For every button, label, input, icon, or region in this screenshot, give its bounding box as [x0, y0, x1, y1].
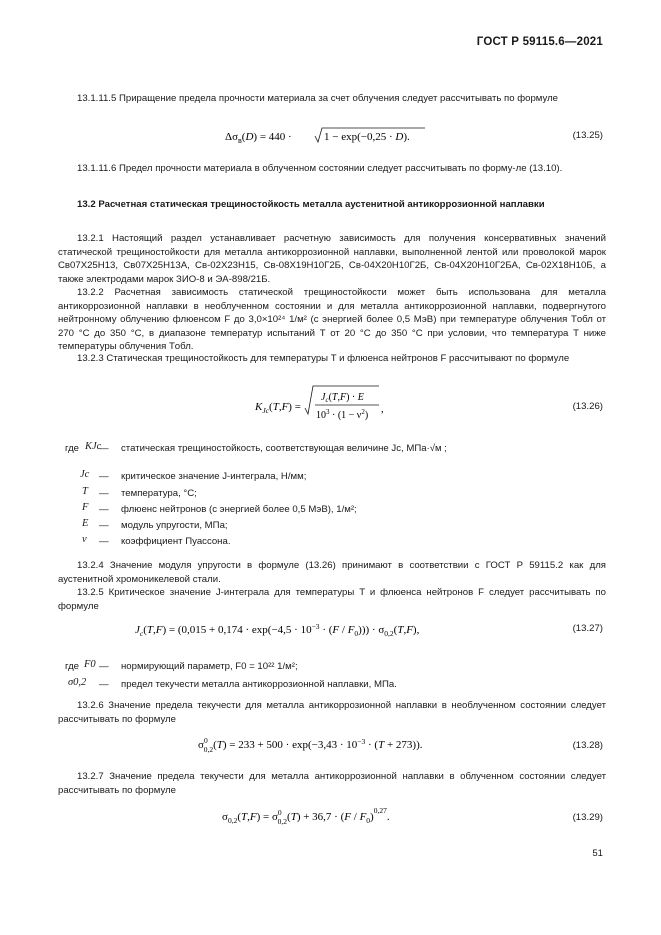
- formula-13-27: [135, 618, 475, 642]
- formula-13-25: [225, 124, 445, 148]
- dash: —: [99, 504, 109, 515]
- dash: —: [99, 661, 109, 672]
- dash: —: [99, 488, 109, 499]
- symbol-nu: ν: [82, 534, 87, 545]
- dash: —: [99, 536, 109, 547]
- dash: —: [99, 443, 109, 454]
- dash: —: [99, 679, 109, 690]
- definition-t: температура, °С;: [121, 488, 197, 499]
- section-heading-13-2: 13.2 Расчетная статическая трещиностойкость металла аустенитной антикоррозионной наплавки: [77, 199, 545, 210]
- formula-13-27-number: (13.27): [572, 623, 603, 634]
- svg-text:,: ,: [381, 403, 384, 415]
- symbol-f0: F0: [84, 659, 96, 670]
- formula-13-28-number: (13.28): [572, 740, 603, 751]
- svg-text:Δσв(D) = 440 ·: $\Delta\sigma_в(D) = 440$ ·: [225, 131, 292, 145]
- definition-jc: критическое значение J-интеграла, Н/мм;: [121, 471, 307, 482]
- where-label: где: [65, 443, 80, 454]
- paragraph-13-2-3: 13.2.3 Статическая трещиностойкость для температуры T и флюенса нейтронов F рассчитывают по формуле: [77, 353, 570, 364]
- page-number: 51: [592, 848, 603, 859]
- paragraph-13-1-11-5: 13.1.11.5 Приращение предела прочности материала за счет облучения следует рассчитывать по формуле: [77, 93, 558, 104]
- formula-13-26-number: (13.26): [572, 401, 603, 412]
- definition-f: флюенс нейтронов (с энергией более 0,5 МэВ), 1/м²;: [121, 504, 357, 515]
- paragraph-13-2-2: 13.2.2 Расчетная зависимость статической трещиностойкости может быть использована для металла антикоррозионной наплавки в необлученном состоянии и для металла антикоррозионной наплавки, подвергнутого нейтронному облучению флюенсом F до 3,0×10²⁴ 1/м² (с энергией более 0,5 МэВ) при температуре облучения Tобл от 270 °С до 350 °С, в диапазоне температур испытаний T от 20 °С до 350 °С при условии, что температура T ниже температуры облучения Tобл.: [58, 287, 606, 353]
- standard-header: ГОСТ Р 59115.6—2021: [476, 36, 603, 48]
- paragraph-13-2-1: 13.2.1 Настоящий раздел устанавливает расчетную зависимость для получения консервативных значений статической трещиностойкости для металла антикоррозионной наплавки, выполненной лентой или проволокой марок Св07Х25Н13, Св07Х25Н13А, Св-02Х23Н15, Св-08Х19Н10Г2Б, Св-04Х20Н10Г2Б, Св-04Х20Н10Г2БА, Св-02Х18Н10Б, а также электродами марок ЗИО-8 и ЭА-898/21Б.: [58, 233, 606, 285]
- paragraph-13-2-7: 13.2.7 Значение предела текучести для металла антикоррозионной наплавки в облученном состоянии следует рассчитывать по формуле: [58, 771, 606, 796]
- symbol-t: T: [82, 486, 88, 497]
- definition-e: модуль упругости, МПа;: [121, 520, 228, 531]
- svg-text:1 − exp(−0,25 · D).: 1 − exp(−0,25 · D).: [324, 131, 410, 143]
- svg-text:σ0,2(T,F) = σ00,2(T) + 36,7 ·: $\sigma_{0,2}(T,F) = \sigma^0$ $0,2(T) + 36,7 \cdot (F / F_0)^{0,27}$.: [222, 806, 390, 826]
- paragraph-13-1-11-6: 13.1.11.6 Предел прочности материала в облученном состоянии следует рассчитывать по форму-ле (13.10).: [77, 163, 563, 174]
- formula-13-25-number: (13.25): [572, 130, 603, 141]
- formula-13-29-number: (13.29): [572, 812, 603, 823]
- svg-text:103 · (1 − ν2): $10^3 \cdot (1 - \nu^2)$: [316, 408, 369, 421]
- definition-kjc: статическая трещиностойкость, соответствующая величине Jc, МПа·√м ;: [121, 443, 447, 454]
- svg-text:Jc(T,F) = (0,015 + 0,174 · exp: $J_c(T,F) = (0,015 + 0,174 \cdot \exp(-4,5 \cdot 10^{-3} \cdot (F / F_0))) \cdot \sigma_{0,2}(T,F)$,: [135, 622, 420, 638]
- paragraph-13-2-6: 13.2.6 Значение предела текучести для металла антикоррозионной наплавки в необлученном состоянии следует рассчитывать по формуле: [58, 700, 606, 725]
- symbol-e: E: [82, 518, 89, 529]
- paragraph-13-2-5: 13.2.5 Критическое значение J-интеграла для температуры T и флюенса нейтронов F следует рассчитывать по формуле: [58, 587, 606, 612]
- svg-text:KJc(T,F) =: $K_{Jc}(T,F)$ =: [255, 401, 301, 415]
- paragraph-13-2-4: 13.2.4 Значение модуля упругости в формуле (13.26) принимают в соответствии с ГОСТ Р 59115.2 как для аустенитной хромоникелевой стали.: [58, 560, 606, 585]
- symbol-f: F: [82, 502, 89, 513]
- symbol-kjc: KJc: [85, 441, 102, 452]
- symbol-jc: Jc: [80, 469, 90, 480]
- dash: —: [99, 471, 109, 482]
- definition-f0: нормирующий параметр, F0 = 10²² 1/м²;: [121, 661, 298, 672]
- definition-nu: коэффициент Пуассона.: [121, 536, 231, 547]
- svg-text:σ00,2(T) = 233 + 500 · exp(−3,: $\sigma^0$ $0,2(T) = 233 + 500 \cdot \exp(-3,43 \cdot 10^{-3} \cdot (T + 273))$.: [198, 736, 423, 754]
- where-label: где: [65, 661, 80, 672]
- formula-13-29: [222, 804, 422, 830]
- definition-sigma-02: предел текучести металла антикоррозионной наплавки, МПа.: [121, 679, 397, 690]
- svg-text:Jc(T,F) · E: $J_c(T,F) \cdot E$: [321, 392, 364, 404]
- formula-13-26: [255, 384, 405, 430]
- formula-13-28: [198, 734, 438, 758]
- symbol-sigma-02: σ0,2: [68, 677, 87, 688]
- dash: —: [99, 520, 109, 531]
